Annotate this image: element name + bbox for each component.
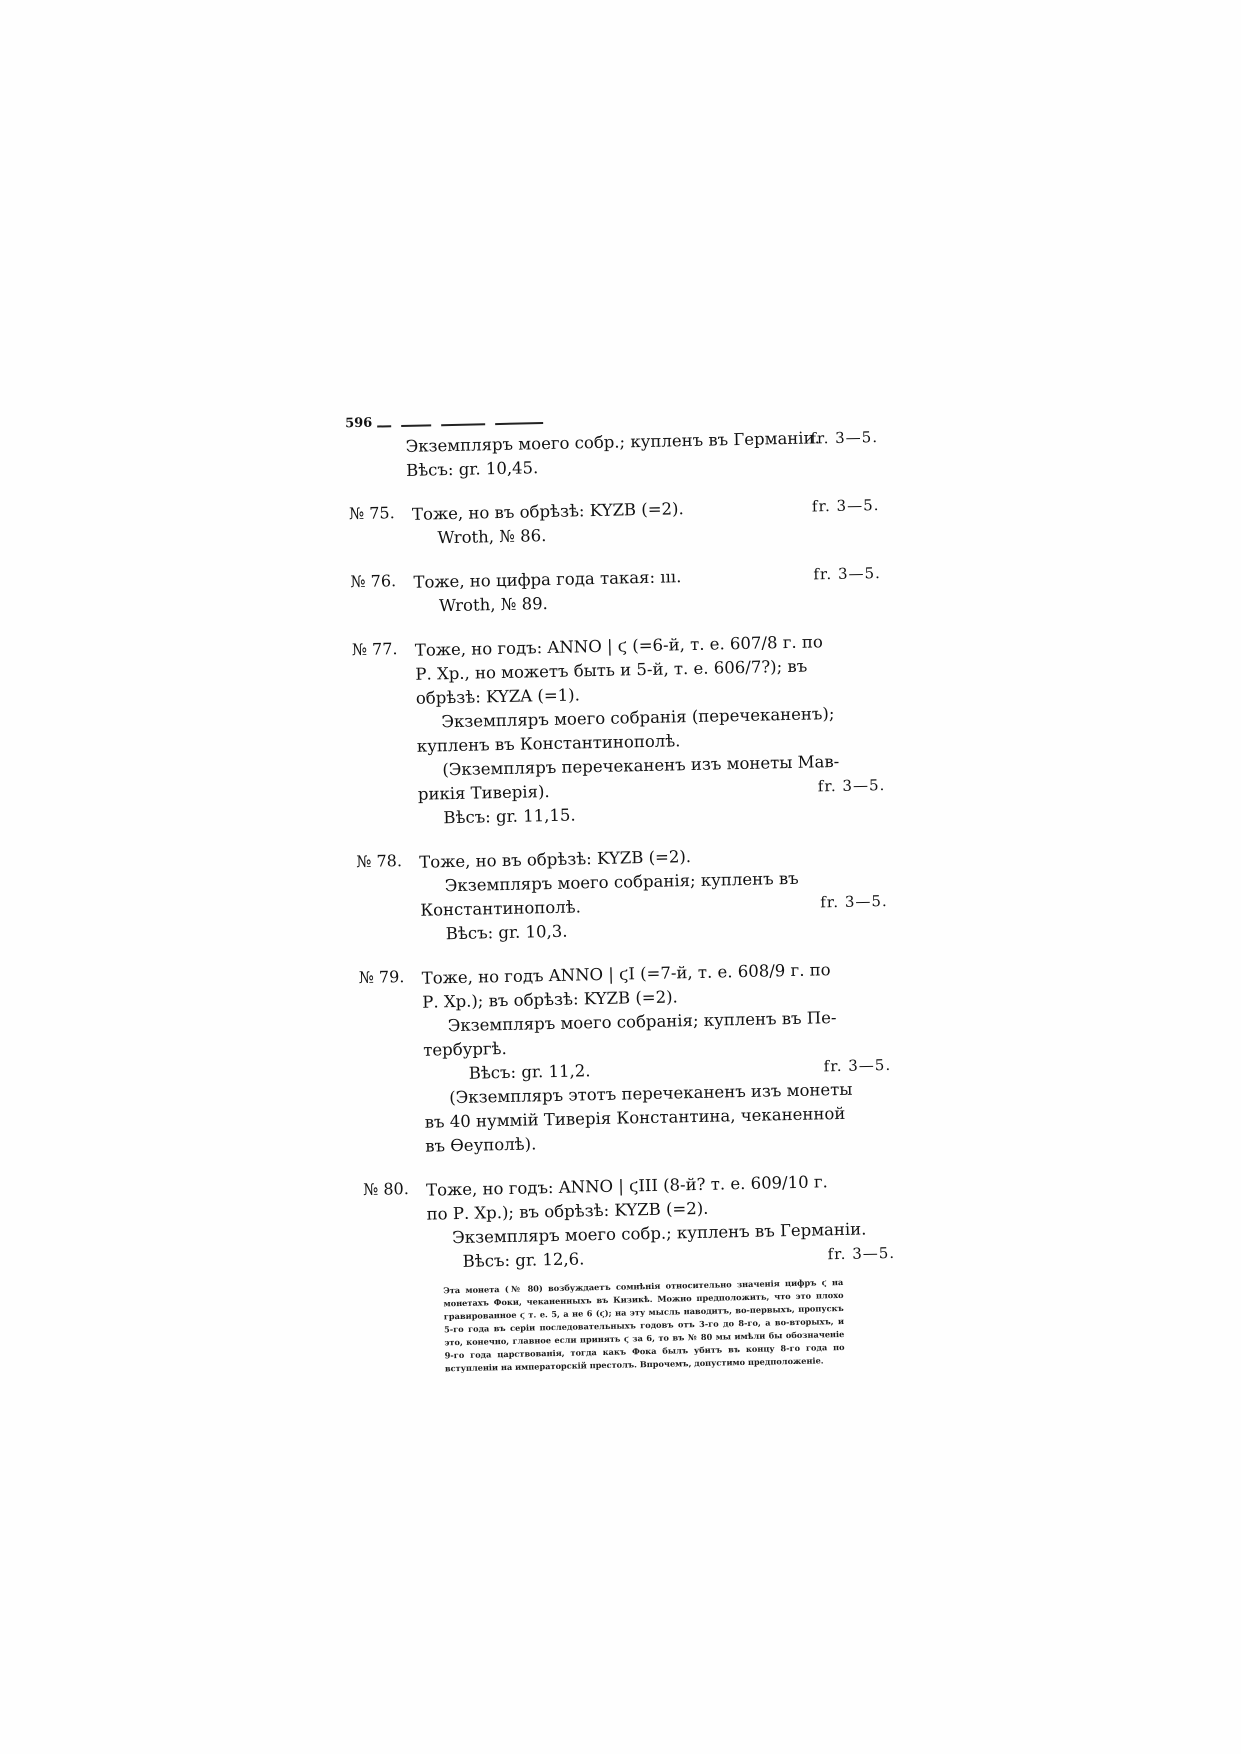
price: fr. 3—5. <box>813 564 882 584</box>
text-line: обрѣзѣ: KYZA (=1). <box>415 685 581 708</box>
catalog-entry <box>358 957 901 1160</box>
text-line: Экземпляръ моего собр.; купленъ въ Германіи. fr. 3—5. <box>355 425 885 460</box>
text-line: Тоже, но годъ ANNO | ϛI (=7-й, т. е. 608/9 г. по <box>421 960 831 988</box>
text-line: въ 40 нуммій Тиверія Константина, чеканенной <box>424 1103 846 1132</box>
header-rule <box>377 425 391 427</box>
entry-number: № 76. <box>350 571 397 592</box>
text-line: Тоже, но въ обрѣзѣ: KYZB (=2). <box>419 847 692 872</box>
text-line: Тоже, но цифра года такая: ııı. fr. 3—5. <box>358 561 888 596</box>
text-line: рикія Тиверія). fr. 3—5. <box>363 773 893 808</box>
text-line: купленъ въ Константинополѣ. <box>416 731 681 756</box>
text-line: Тоже, но годъ: ANNO | ϛ (=6-й, т. е. 607/8 г. по <box>414 632 823 660</box>
catalog-entry <box>362 1169 903 1276</box>
header-rule <box>441 423 485 425</box>
text-line: Экземпляръ моего собранія; купленъ въ <box>444 868 799 896</box>
text-line: Вѣсъ: gr. 10,3. <box>445 921 568 944</box>
page-content <box>344 407 905 1377</box>
entry-number: № 80. <box>362 1179 410 1199</box>
price: fr. 3—5. <box>817 775 886 796</box>
header-rule <box>495 422 543 425</box>
text-line: Тоже, но въ обрѣзѣ: KYZB (=2). fr. 3—5. <box>357 493 887 528</box>
text-line: Экземпляръ моего собр.; купленъ въ Германіи. <box>451 1219 867 1248</box>
text-line: Экземпляръ моего собранія (перечеканенъ); <box>441 704 835 732</box>
price: fr. 3—5. <box>820 891 888 912</box>
text-line: Р. Хр., но можетъ быть и 5-й, т. е. 606/7?); въ <box>415 656 808 684</box>
text-line: (Экземпляръ перечеканенъ изъ монеты Мав- <box>442 751 840 780</box>
catalog-entry <box>348 493 888 552</box>
text-line: Тоже, но годъ: ANNO | ϛIII (8-й? т. е. 609/10 г. <box>425 1172 828 1200</box>
price: fr. 3—5. <box>823 1055 892 1076</box>
text-line: въ Ѳеуполѣ). <box>425 1134 537 1156</box>
text-line: Вѣсъ: gr. 11,15. <box>443 805 576 828</box>
price: fr. 3—5. <box>811 496 880 516</box>
entry-number: № 75. <box>348 503 395 524</box>
footnote: Эта монета (№ 80) возбуждаетъ сомнѣнія относительно значенія цифръ ϛ на монетахъ Фоки, чеканенныхъ въ Кизикѣ. Можно предположить, что это плохо гравированное ϛ т. е. 5, а не 6 (ϛ); на эту мысль наводитъ, во-первыхъ, пропускъ 5-го года въ серіи последовательныхъ годовъ отъ 3-го до 8-го, а во-вторыхъ, и это, конечно, главное если принять ϛ за 6, то въ № 80 мы имѣли бы обозначеніе 9-го года царствованія, тогда какъ Фока былъ убитъ въ концу 8-го года по вступленіи на императорскій престолъ. Впрочемъ, допустимо предположеніе. <box>443 1276 845 1374</box>
text-line: Экземпляръ моего собранія; купленъ въ Пе- <box>447 1008 837 1036</box>
catalog-entry <box>351 629 894 832</box>
price: fr. 3—5. <box>827 1243 896 1264</box>
catalog-entry <box>350 561 889 620</box>
text-line: Wroth, № 89. <box>438 594 549 616</box>
catalog-entry <box>356 841 896 948</box>
entry-number: № 79. <box>358 967 405 988</box>
text-line: Вѣсъ: gr. 10,45. <box>405 458 539 480</box>
text-line: Вѣсъ: gr. 12,6. fr. 3—5. <box>372 1241 902 1276</box>
text-line: тербургѣ. <box>423 1038 507 1060</box>
price: fr. 3—5. <box>810 428 879 448</box>
text-line: Константинополѣ. fr. 3—5. <box>365 889 895 924</box>
text-line: Р. Хр.); въ обрѣзѣ: KYZB (=2). <box>422 987 679 1012</box>
text-line: Wroth, № 86. <box>437 526 547 548</box>
intro-block <box>355 425 886 484</box>
header-rule <box>401 424 431 426</box>
text-line: (Экземпляръ этотъ перечеканенъ изъ монеты <box>449 1079 853 1108</box>
entry-number: № 77. <box>351 639 398 660</box>
entry-number: № 78. <box>356 851 403 872</box>
page-number: 596 <box>344 415 373 432</box>
text-line: по Р. Хр.); въ обрѣзѣ: KYZB (=2). <box>426 1198 709 1224</box>
text-line: Вѣсъ: gr. 11,2. fr. 3—5. <box>369 1053 899 1088</box>
